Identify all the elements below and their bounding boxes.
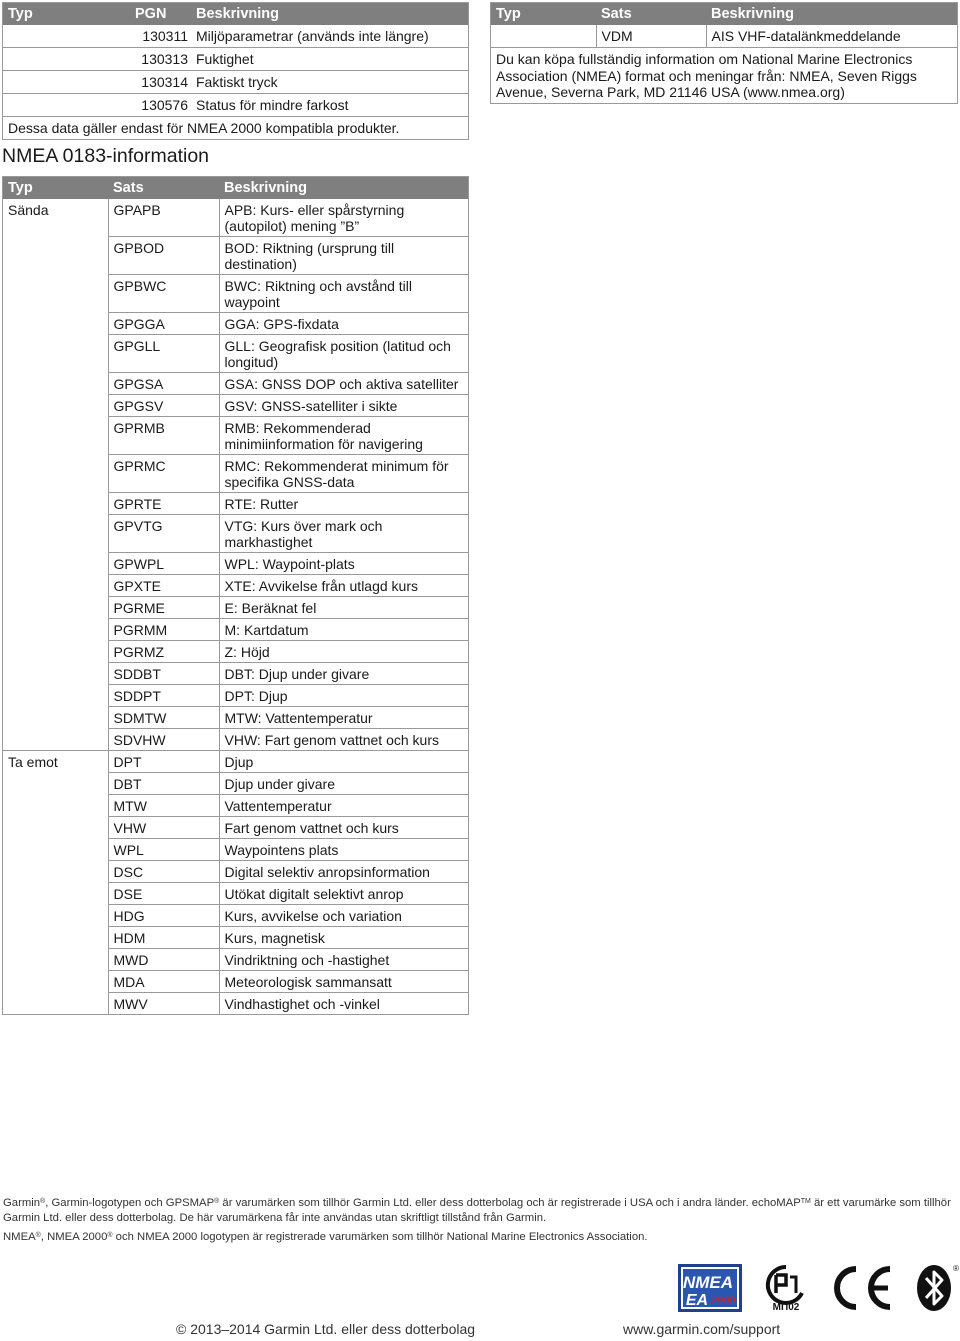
pgn-table: [2, 2, 469, 140]
description-cell: Digital selektiv anropsinformation: [219, 861, 469, 883]
description-cell: DPT: Djup: [219, 685, 469, 707]
description-cell: Waypointens plats: [219, 839, 469, 861]
description-cell: DBT: Djup under givare: [219, 663, 469, 685]
table-row: [3, 48, 469, 71]
trademark-text: och NMEA 2000 logotypen är registrerade varumärken som tillhör National Marine Electronics Association.: [112, 1231, 648, 1243]
header-sats: Sats: [108, 177, 219, 200]
table-row: [3, 751, 469, 773]
description-cell: Fuktighet: [191, 48, 469, 71]
description-cell: Z: Höjd: [219, 641, 469, 663]
table-row: [3, 25, 469, 48]
nmea-table-body: [3, 199, 469, 1015]
description-cell: RMB: Rekommenderad minimiinformation för navigering: [219, 417, 469, 455]
sats-cell: DBT: [108, 773, 219, 795]
sats-cell: SDVHW: [108, 729, 219, 751]
type-cell: [3, 71, 131, 94]
svg-text:МП02: МП02: [772, 1302, 800, 1313]
ce-mark-logo: [826, 1263, 896, 1313]
type-cell: Ta emot: [3, 751, 109, 1015]
header-description: Beskrivning: [219, 177, 469, 200]
trademark-text: , NMEA 2000: [40, 1231, 108, 1243]
header-sats: Sats: [596, 3, 706, 26]
header-description: Beskrivning: [191, 3, 469, 26]
description-cell: Meteorologisk sammansatt: [219, 971, 469, 993]
description-cell: WPL: Waypoint-plats: [219, 553, 469, 575]
sats-cell: PGRMZ: [108, 641, 219, 663]
registered-mark: ®: [40, 1198, 46, 1205]
sats-cell: GPWPL: [108, 553, 219, 575]
sats-cell: GPGGA: [108, 313, 219, 335]
nmea-2000-logo: [677, 1263, 743, 1313]
sats-cell: GPAPB: [108, 199, 219, 237]
trademark-text: NMEA: [3, 1231, 36, 1243]
description-cell: VTG: Kurs över mark och markhastighet: [219, 515, 469, 553]
description-cell: GGA: GPS-fixdata: [219, 313, 469, 335]
table-row: [3, 199, 469, 237]
description-cell: Vattentemperatur: [219, 795, 469, 817]
sats-cell: GPRTE: [108, 493, 219, 515]
type-cell: Sända: [8, 202, 49, 218]
description-cell: Utökat digitalt selektivt anrop: [219, 883, 469, 905]
pgn-cell: 130576: [130, 94, 191, 117]
type-cell: [3, 25, 131, 48]
sats-cell: HDG: [108, 905, 219, 927]
sats-cell: PGRMM: [108, 619, 219, 641]
sats-cell: GPBWC: [108, 275, 219, 313]
sats-cell: DSE: [108, 883, 219, 905]
description-cell: MTW: Vattentemperatur: [219, 707, 469, 729]
description-cell: Status för mindre farkost: [191, 94, 469, 117]
svg-text:NMEA: NMEA: [682, 1273, 734, 1292]
sats-cell: GPRMC: [108, 455, 219, 493]
sats-cell: MDA: [108, 971, 219, 993]
description-cell: GSV: GNSS-satelliter i sikte: [219, 395, 469, 417]
support-url[interactable]: www.garmin.com/support: [623, 1321, 781, 1337]
pgn-table-body: [3, 25, 469, 140]
type-cell: [491, 25, 597, 48]
trademark-text: är varumärken som tillhör Garmin Ltd. eller dess dotterbolag och är registrerade i USA och i andra länder. echoMAP: [219, 1197, 801, 1209]
pgn-cell: 130311: [130, 25, 191, 48]
description-cell: RTE: Rutter: [219, 493, 469, 515]
nmea-0183-table: [2, 176, 469, 1015]
mp02-certification-logo: [762, 1263, 810, 1313]
trademark-mark: TM: [800, 1198, 811, 1205]
sats-cell: DPT: [108, 751, 219, 773]
description-cell: GSA: GNSS DOP och aktiva satelliter: [219, 373, 469, 395]
sats-cell: GPGSV: [108, 395, 219, 417]
sats-cell: GPVTG: [108, 515, 219, 553]
sats-cell: PGRME: [108, 597, 219, 619]
trademark-notice-garmin: [3, 1196, 953, 1226]
description-cell: BOD: Riktning (ursprung till destination): [219, 237, 469, 275]
pgn-cell: 130313: [130, 48, 191, 71]
description-cell: Djup under givare: [219, 773, 469, 795]
registered-mark: ®: [214, 1198, 220, 1205]
header-pgn: PGN: [130, 3, 191, 26]
sats-cell: WPL: [108, 839, 219, 861]
sats-cell: SDMTW: [108, 707, 219, 729]
header-description: Beskrivning: [706, 3, 958, 26]
svg-text:2000: 2000: [710, 1295, 736, 1307]
table-row: [3, 71, 469, 94]
type-cell: [3, 94, 131, 117]
registered-mark: ®: [35, 1232, 41, 1239]
description-cell: M: Kartdatum: [219, 619, 469, 641]
description-cell: Fart genom vattnet och kurs: [219, 817, 469, 839]
type-cell: [3, 48, 131, 71]
copyright-text: © 2013–2014 Garmin Ltd. eller dess dotterbolag: [176, 1321, 476, 1337]
sats-cell: MWV: [108, 993, 219, 1015]
svg-text:EA: EA: [685, 1292, 709, 1309]
sats-cell: GPGLL: [108, 335, 219, 373]
pgn-cell: 130314: [130, 71, 191, 94]
sats-cell: GPRMB: [108, 417, 219, 455]
sats-cell: MTW: [108, 795, 219, 817]
pgn-note: Dessa data gäller endast för NMEA 2000 kompatibla produkter.: [8, 120, 400, 136]
description-cell: Miljöparametrar (används inte längre): [191, 25, 469, 48]
description-cell: Faktiskt tryck: [191, 71, 469, 94]
sats-cell: GPGSA: [108, 373, 219, 395]
description-cell: RMC: Rekommenderat minimum för specifika GNSS-data: [219, 455, 469, 493]
description-cell: Kurs, magnetisk: [219, 927, 469, 949]
description-cell: GLL: Geografisk position (latitud och longitud): [219, 335, 469, 373]
header-type: Typ: [491, 3, 597, 26]
registered-mark: ®: [107, 1232, 113, 1239]
svg-text:®: ®: [953, 1264, 959, 1273]
sats-cell: VDM: [596, 25, 706, 48]
description-cell: XTE: Avvikelse från utlagd kurs: [219, 575, 469, 597]
sats-cell: MWD: [108, 949, 219, 971]
trademark-notice-nmea: [3, 1230, 953, 1245]
description-cell: Vindhastighet och -vinkel: [219, 993, 469, 1015]
sats-cell: SDDBT: [108, 663, 219, 685]
description-cell: Vindriktning och -hastighet: [219, 949, 469, 971]
table-row: [3, 94, 469, 117]
description-cell: APB: Kurs- eller spårstyrning (autopilot) mening ”B”: [219, 199, 469, 237]
description-cell: VHW: Fart genom vattnet och kurs: [219, 729, 469, 751]
sats-cell: GPXTE: [108, 575, 219, 597]
sats-cell: GPBOD: [108, 237, 219, 275]
description-cell: BWC: Riktning och avstånd till waypoint: [219, 275, 469, 313]
trademark-text: är ett varumärke som tillhör Garmin Ltd. eller dess dotterbolag. De här varumärkena får inte användas utan skriftligt tillstånd från Garmin.: [3, 1197, 951, 1224]
sats-cell: DSC: [108, 861, 219, 883]
vdm-table: [490, 2, 958, 104]
trademark-text: Garmin: [3, 1197, 41, 1209]
header-type: Typ: [3, 177, 109, 200]
sats-cell: HDM: [108, 927, 219, 949]
sats-cell: VHW: [108, 817, 219, 839]
bluetooth-logo: [914, 1263, 960, 1313]
description-cell: E: Beräknat fel: [219, 597, 469, 619]
description-cell: AIS VHF-datalänkmeddelande: [706, 25, 958, 48]
nmea-info-text: Du kan köpa fullständig information om National Marine Electronics Association (NMEA) format och meningar från: NMEA, Seven Riggs Avenue, Severna Park, MD 21146 USA (www.nmea.org): [496, 51, 917, 100]
table-row: [491, 25, 958, 48]
sats-cell: SDDPT: [108, 685, 219, 707]
header-type: Typ: [3, 3, 131, 26]
description-cell: Djup: [219, 751, 469, 773]
trademark-text: , Garmin-logotypen och GPSMAP: [45, 1197, 215, 1209]
description-cell: Kurs, avvikelse och variation: [219, 905, 469, 927]
section-title: NMEA 0183-information: [2, 145, 210, 167]
